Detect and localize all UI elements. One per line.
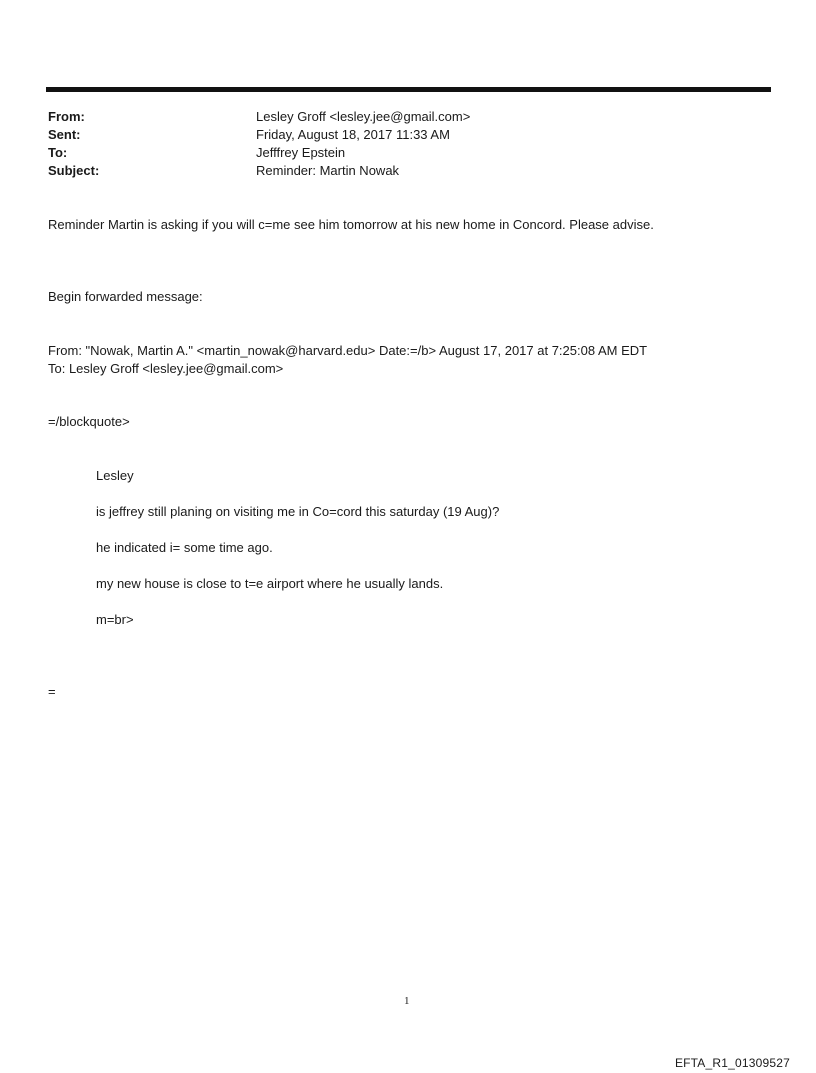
subject-label: Subject: (48, 163, 100, 178)
quote-line: my new house is close to t=e airport where he usually lands. (96, 576, 444, 591)
quote-greeting: Lesley (96, 468, 134, 483)
quote-line: m=br> (96, 612, 134, 627)
begin-forwarded-text: Begin forwarded message: (48, 289, 203, 304)
sent-value: Friday, August 18, 2017 11:33 AM (256, 127, 450, 142)
quote-line: is jeffrey still planing on visiting me in Co=cord this saturday (19 Aug)? (96, 504, 500, 519)
blockquote-artifact: =/blockquote> (48, 414, 130, 429)
from-label: From: (48, 109, 85, 124)
document-id: EFTA_R1_01309527 (674, 1056, 790, 1070)
page-number: 1 (404, 995, 410, 1007)
from-value: Lesley Groff <lesley.jee@gmail.com> (256, 109, 471, 124)
trailing-artifact: = (48, 684, 56, 699)
reminder-text: Reminder Martin is asking if you will c=me see him tomorrow at his new home in Concord. Please advise. (48, 217, 654, 232)
to-value: Jefffrey Epstein (256, 145, 346, 160)
quote-line: he indicated i= some time ago. (96, 540, 273, 555)
forwarded-to-line: To: Lesley Groff <lesley.jee@gmail.com> (48, 361, 284, 376)
subject-value: Reminder: Martin Nowak (256, 163, 400, 178)
sent-label: Sent: (48, 127, 81, 142)
to-label: To: (48, 145, 68, 160)
header-divider (46, 87, 771, 92)
forwarded-from-line: From: "Nowak, Martin A." <martin_nowak@harvard.edu> Date:=/b> August 17, 2017 at 7:25:08 AM EDT (48, 343, 648, 358)
